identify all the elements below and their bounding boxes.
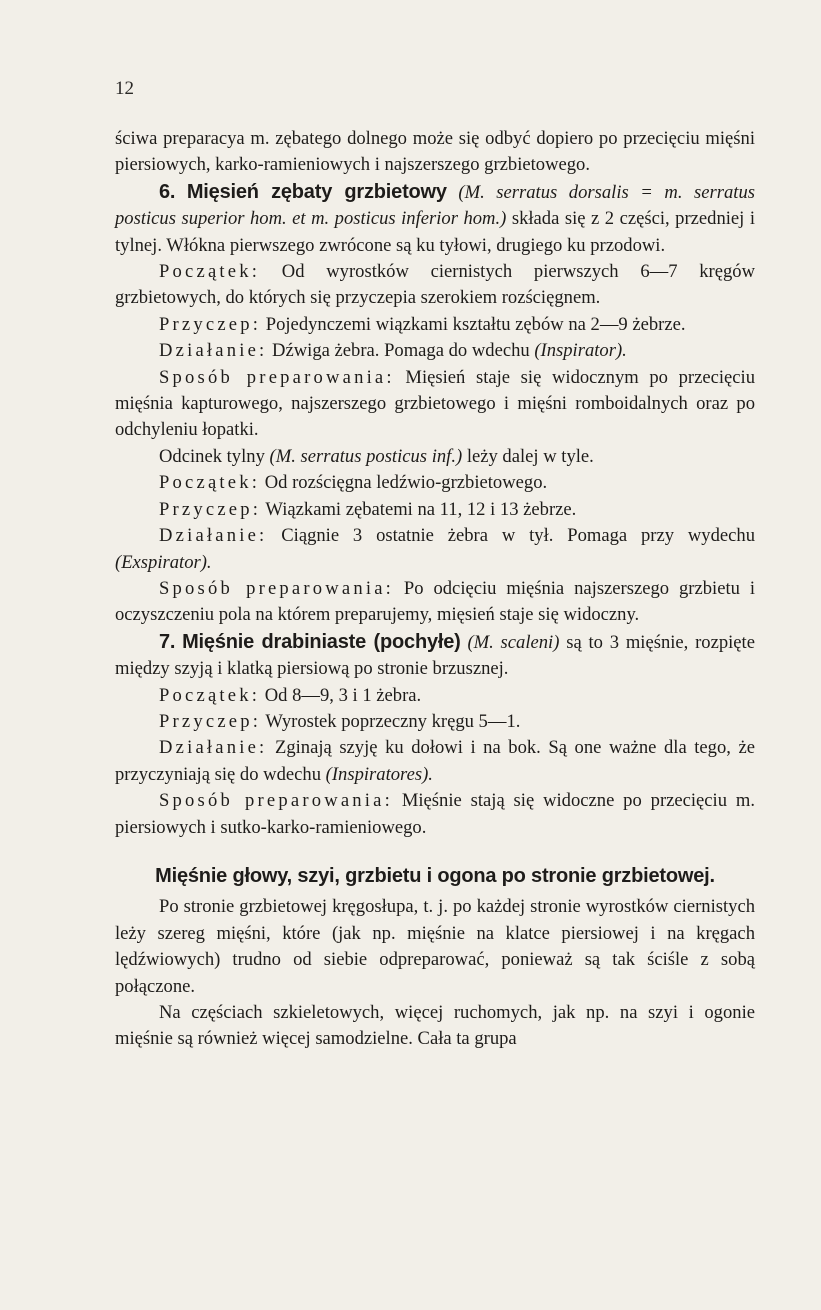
latin-name: (M. serratus dorsalis = m. serratus posticus superior hom. et m. posticus inferior hom.) xyxy=(115,181,755,230)
paragraph xyxy=(115,523,755,576)
paragraph-text: Zginają szyję ku dołowi i na bok. Są one ważne dla tego, że przyczyniają się do wdechu xyxy=(115,737,755,785)
spaced-label: Przyczep: xyxy=(159,710,262,732)
paragraph-text: Mięśnie stają się widoczne po przecięciu m. piersiowych i sutko-karko-ramieniowego. xyxy=(115,790,756,838)
section-text: składa się z 2 części, przedniej i tylnej. Włókna pierwszego zwrócone są ku tyłowi, drugiego ku przodowi. xyxy=(115,208,755,256)
paragraph-text: Odcinek tylny xyxy=(159,445,270,467)
paragraph-text: Pojedynczemi wiązkami kształtu zębów na 2—9 żebrze. xyxy=(261,313,686,335)
spaced-label: Początek: xyxy=(159,684,261,706)
paragraph-text: Od 8—9, 3 i 1 żebra. xyxy=(260,684,422,706)
paragraph xyxy=(115,709,755,735)
paragraph xyxy=(115,497,755,523)
paragraph xyxy=(115,259,755,312)
spaced-label: Działanie: xyxy=(159,737,268,759)
section-text: są to 3 mięśnie, rozpięte między szyją i klatką piersiową po stronie brzusznej. xyxy=(115,631,755,680)
paragraph: ściwa preparacya m. zębatego dolnego może się odbyć dopiero po przecięciu mięśni piersiowych, karko-ramieniowych i najszerszego grzbietowego. xyxy=(115,128,755,176)
body-text xyxy=(115,126,755,1053)
section-heading: Mięśnie drabiniaste (pochyłe) xyxy=(182,630,461,653)
latin-name: (M. serratus posticus inf.) xyxy=(269,445,463,467)
latin-name: (Inspiratores). xyxy=(325,763,433,785)
paragraph-text: leży dalej w tyle. xyxy=(462,445,594,467)
section-number: 7. xyxy=(159,630,176,653)
paragraph xyxy=(115,312,755,338)
spacer xyxy=(115,841,755,863)
spaced-label: Przyczep: xyxy=(159,313,262,335)
paragraph-text: Dźwiga żebra. Pomaga do wdechu xyxy=(267,340,535,362)
paragraph xyxy=(115,683,755,709)
paragraph xyxy=(115,576,755,629)
section-number: 6. xyxy=(159,180,176,203)
paragraph-text: Od wyrostków ciernistych pierwszych 6—7 kręgów grzbietowych, do których się przyczepia szerokiem rozścięgnem. xyxy=(115,261,755,309)
spaced-label: Początek: xyxy=(159,472,261,494)
section-title xyxy=(115,863,755,890)
latin-name: (Inspirator). xyxy=(534,340,627,362)
paragraph xyxy=(115,338,755,364)
spaced-label: Sposób preparowania: xyxy=(159,577,395,599)
spaced-label: Działanie: xyxy=(159,340,268,362)
paragraph-text: Wiązkami zębatemi na 11, 12 i 13 żebrze. xyxy=(261,498,577,520)
paragraph-text: Ciągnie 3 ostatnie żebra w tył. Pomaga przy wydechu xyxy=(267,525,755,547)
spaced-label: Sposób preparowania: xyxy=(159,366,395,388)
spaced-label: Początek: xyxy=(159,261,261,283)
section-title-text: Mięśnie głowy, szyi, grzbietu i ogona po stronie grzbietowej. xyxy=(155,864,715,887)
paragraph xyxy=(115,365,755,444)
spaced-label: Przyczep: xyxy=(159,498,262,520)
paragraph: Po stronie grzbietowej kręgosłupa, t. j. po każdej stronie wyrostków ciernistych leży szereg mięśni, które (jak np. mięśnie na klatce piersiowej i na kręgach lędźwiowych) trudno od siebie odpreparować, ponieważ są tak ściśle z sobą połączone. xyxy=(115,896,755,997)
paragraph-text: Mięsień staje się widocznym po przecięciu mięśnia kapturowego, najszerszego grzbietowego i mięśni romboidalnych oraz po odchyleniu łopatki. xyxy=(115,366,755,441)
section-heading: Mięsień zębaty grzbietowy xyxy=(186,180,447,203)
paragraph xyxy=(115,470,755,496)
spaced-label: Sposób preparowania: xyxy=(159,790,393,812)
section-6 xyxy=(115,179,755,259)
spaced-label: Działanie: xyxy=(159,525,268,547)
latin-name: (M. scaleni) xyxy=(467,631,560,653)
paragraph: Na częściach szkieletowych, więcej ruchomych, jak np. na szyi i ogonie mięśnie są również więcej samodzielne. Cała ta grupa xyxy=(115,1002,755,1050)
paragraph-text: Po odcięciu mięśnia najszerszego grzbietu i oczyszczeniu pola na którem preparujemy, mięsień staje się widoczny. xyxy=(115,577,755,626)
paragraph xyxy=(115,444,755,470)
section-7 xyxy=(115,629,755,683)
latin-name: (Exspirator). xyxy=(115,551,212,573)
page-number: 12 xyxy=(115,78,134,99)
paragraph-text: Od rozścięgna ledźwio-grzbietowego. xyxy=(260,472,548,494)
paragraph-text: Wyrostek poprzeczny kręgu 5—1. xyxy=(261,710,521,732)
paragraph xyxy=(115,735,755,788)
paragraph xyxy=(115,788,755,841)
